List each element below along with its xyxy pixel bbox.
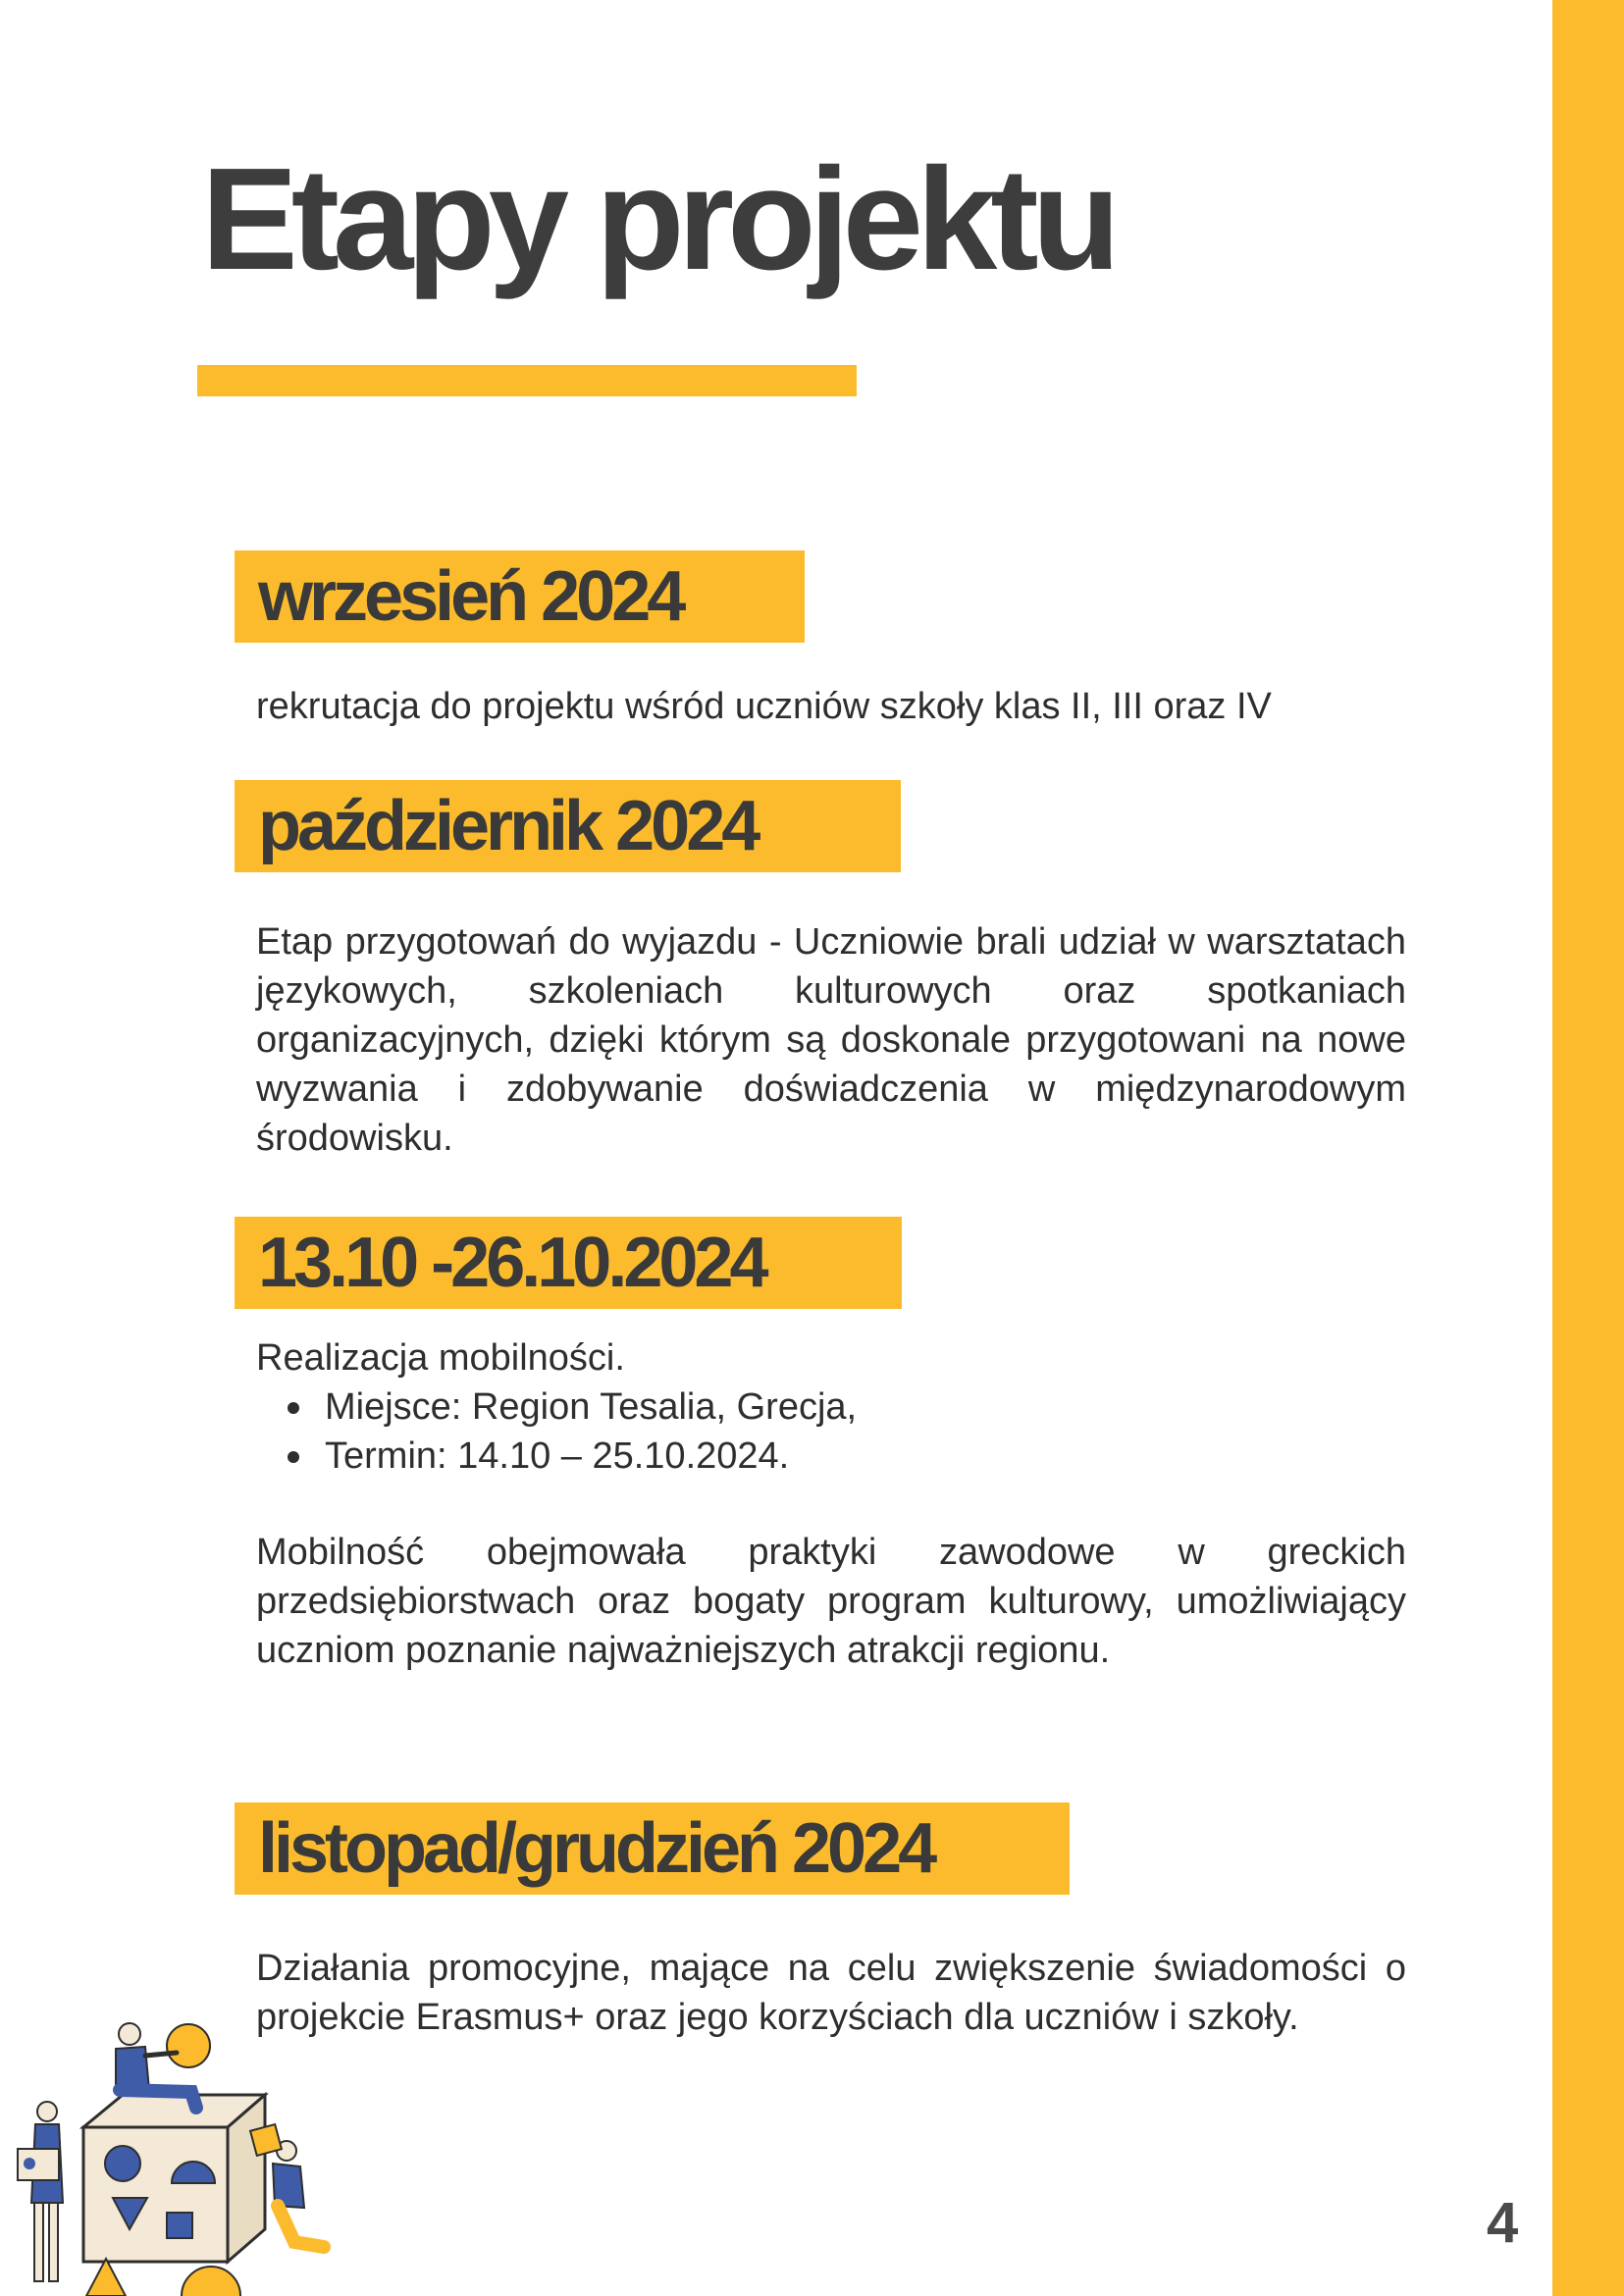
section-heading-label: 13.10 -26.10.2024 — [258, 1224, 765, 1302]
bullet-item-location: Miejsce: Region Tesalia, Grecja, — [256, 1383, 857, 1432]
bullet-item-term: Termin: 14.10 – 25.10.2024. — [256, 1432, 857, 1481]
section-heading-label: listopad/grudzień 2024 — [258, 1809, 934, 1888]
side-accent-bar — [1552, 0, 1624, 2296]
section-heading-september — [235, 550, 805, 643]
page-title: Etapy projektu — [201, 138, 1114, 300]
section-text-mobility: Mobilność obejmowała praktyki zawodowe w greckich przedsiębiorstwach oraz bogaty program kulturowy, umożliwiający uczniom poznanie najważniejszych atrakcji regionu. — [256, 1532, 1406, 1671]
section-heading-october — [235, 780, 901, 872]
section-heading-promotion — [235, 1802, 1070, 1895]
section-text-promotion: Działania promocyjne, mające na celu zwiększenie świadomości o projekcie Erasmus+ oraz jego korzyściach dla uczniów i szkoły. — [256, 1948, 1406, 2038]
section-heading-mobility — [235, 1217, 902, 1309]
section-heading-label: październik 2024 — [258, 787, 758, 865]
title-underline — [197, 365, 857, 396]
page-number: 4 — [1487, 2191, 1519, 2255]
section-text-september: rekrutacja do projektu wśród uczniów szkoły klas II, III oraz IV — [256, 686, 1272, 727]
section-text-october: Etap przygotowań do wyjazdu - Uczniowie brali udział w warsztatach językowych, szkoleniach kulturowych oraz spotkaniach organizacyjnych, dzięki którym są doskonale przygotowani na nowe wyzwania i zdobywanie doświadczenia w międzynarodowym środowisku. — [256, 921, 1406, 1159]
section-heading-label: wrzesień 2024 — [258, 557, 683, 636]
people-with-shape-box-illustration — [0, 2002, 373, 2296]
mobility-bullet-list — [256, 1383, 857, 1481]
section-intro-mobility: Realizacja mobilności. — [256, 1337, 625, 1379]
